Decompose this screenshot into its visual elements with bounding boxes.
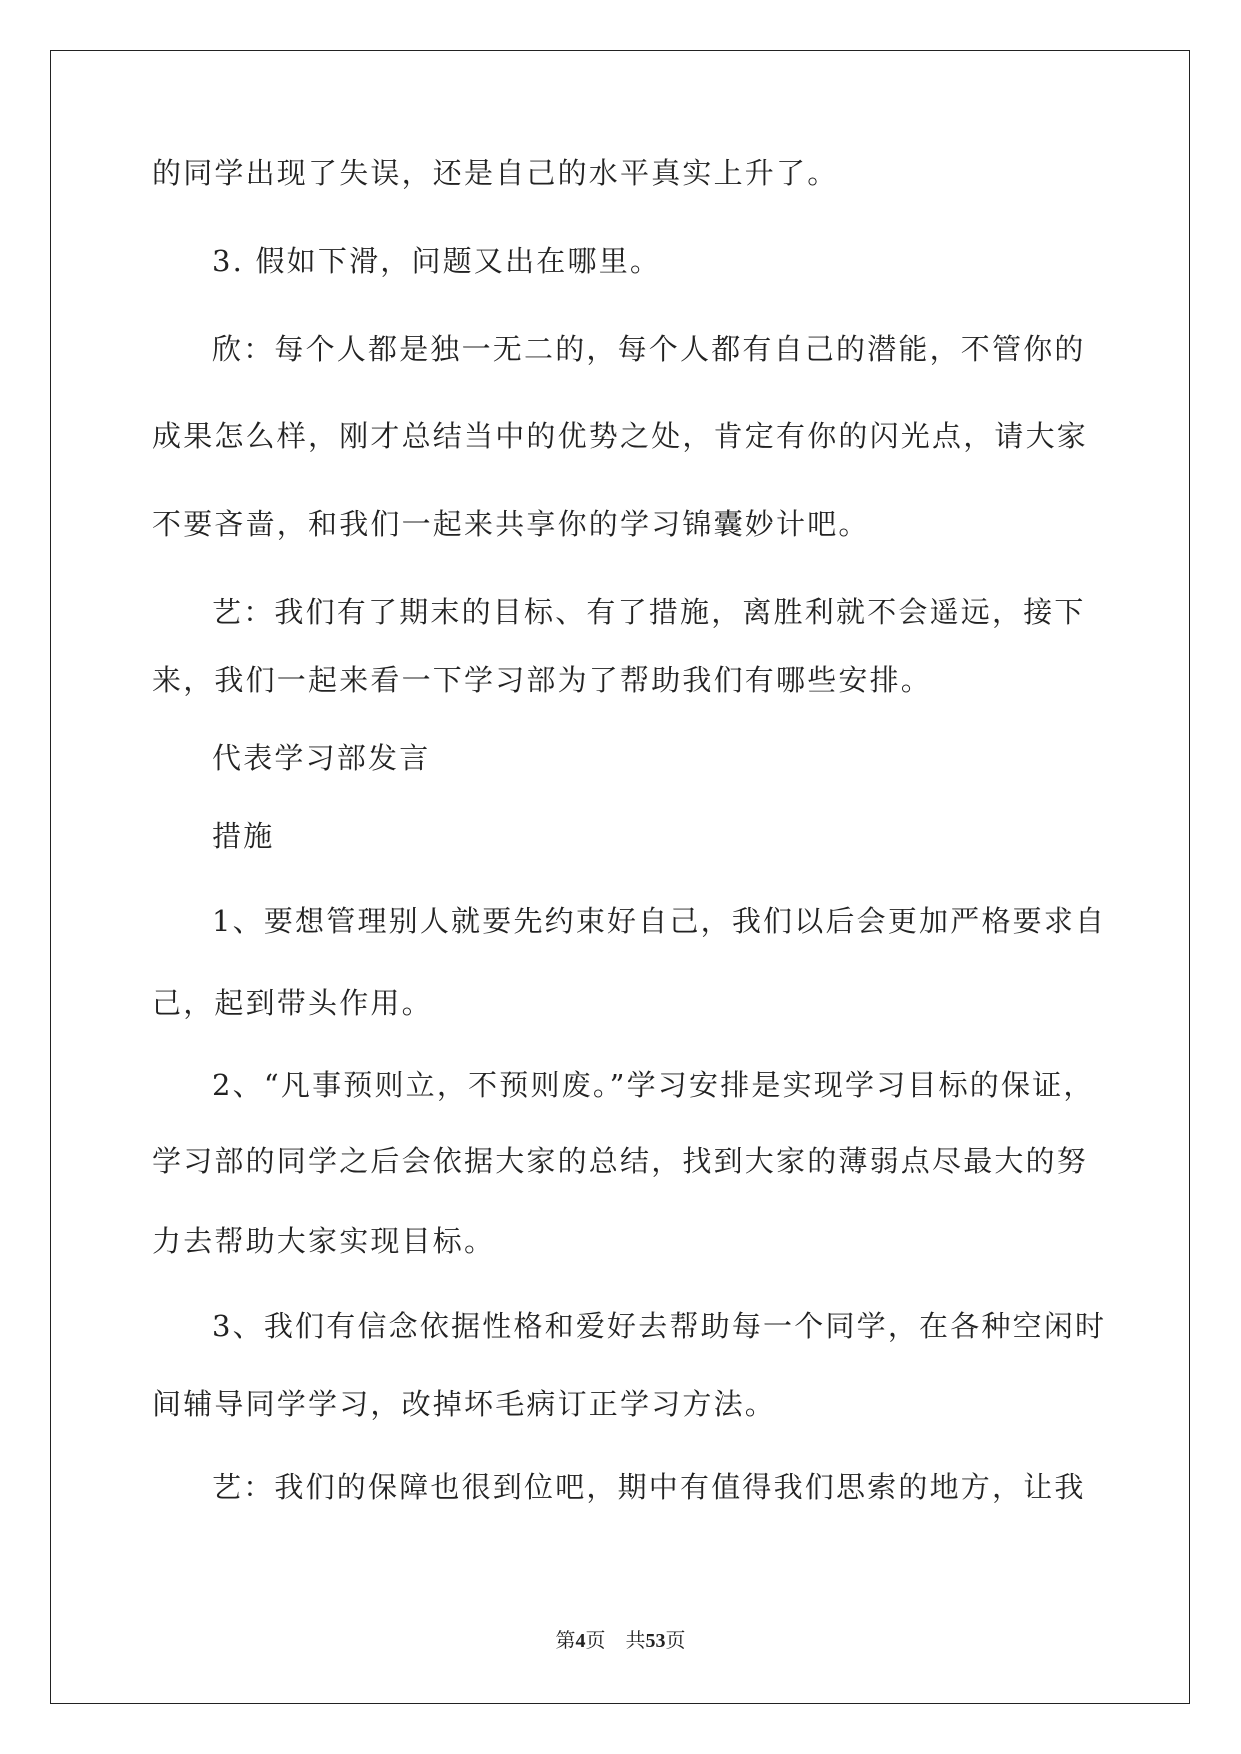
footer-prefix: 第 [555, 1630, 576, 1652]
text-line: 2、“凡事预则立，不预则废。”学习安排是实现学习目标的保证， [212, 1068, 1095, 1102]
text-line: 3、我们有信念依据性格和爱好去帮助每一个同学，在各种空闲时 [212, 1309, 1107, 1343]
text-line: 艺：我们有了期末的目标、有了措施，离胜利就不会遥远，接下 [212, 595, 1086, 629]
text-line: 间辅导同学学习，改掉坏毛病订正学习方法。 [152, 1387, 777, 1421]
footer-suffix: 页 [665, 1630, 686, 1652]
text-line: 的同学出现了失误，还是自己的水平真实上升了。 [152, 156, 839, 190]
text-line: 己，起到带头作用。 [152, 986, 433, 1020]
current-page-number: 4 [575, 1630, 586, 1652]
text-line: 艺：我们的保障也很到位吧，期中有值得我们思索的地方，让我 [212, 1470, 1086, 1504]
text-line: 成果怎么样，刚才总结当中的优势之处，肯定有你的闪光点，请大家 [152, 419, 1089, 453]
text-line: 欣：每个人都是独一无二的，每个人都有自己的潜能，不管你的 [212, 332, 1086, 366]
text-line: 来，我们一起来看一下学习部为了帮助我们有哪些安排。 [152, 663, 933, 697]
total-page-count: 53 [645, 1630, 666, 1652]
text-line: 学习部的同学之后会依据大家的总结，找到大家的薄弱点尽最大的努 [152, 1144, 1089, 1178]
page-footer [0, 1624, 1241, 1653]
page-border [50, 50, 1190, 1704]
text-line: 1、要想管理别人就要先约束好自己，我们以后会更加严格要求自 [212, 904, 1107, 938]
text-line: 力去帮助大家实现目标。 [152, 1224, 496, 1258]
text-line: 3. 假如下滑，问题又出在哪里。 [212, 244, 662, 278]
text-line: 代表学习部发言 [212, 741, 431, 775]
text-line: 措施 [212, 819, 275, 853]
text-line: 不要吝啬，和我们一起来共享你的学习锦囊妙计吧。 [152, 507, 870, 541]
footer-middle: 页 共 [585, 1630, 646, 1652]
